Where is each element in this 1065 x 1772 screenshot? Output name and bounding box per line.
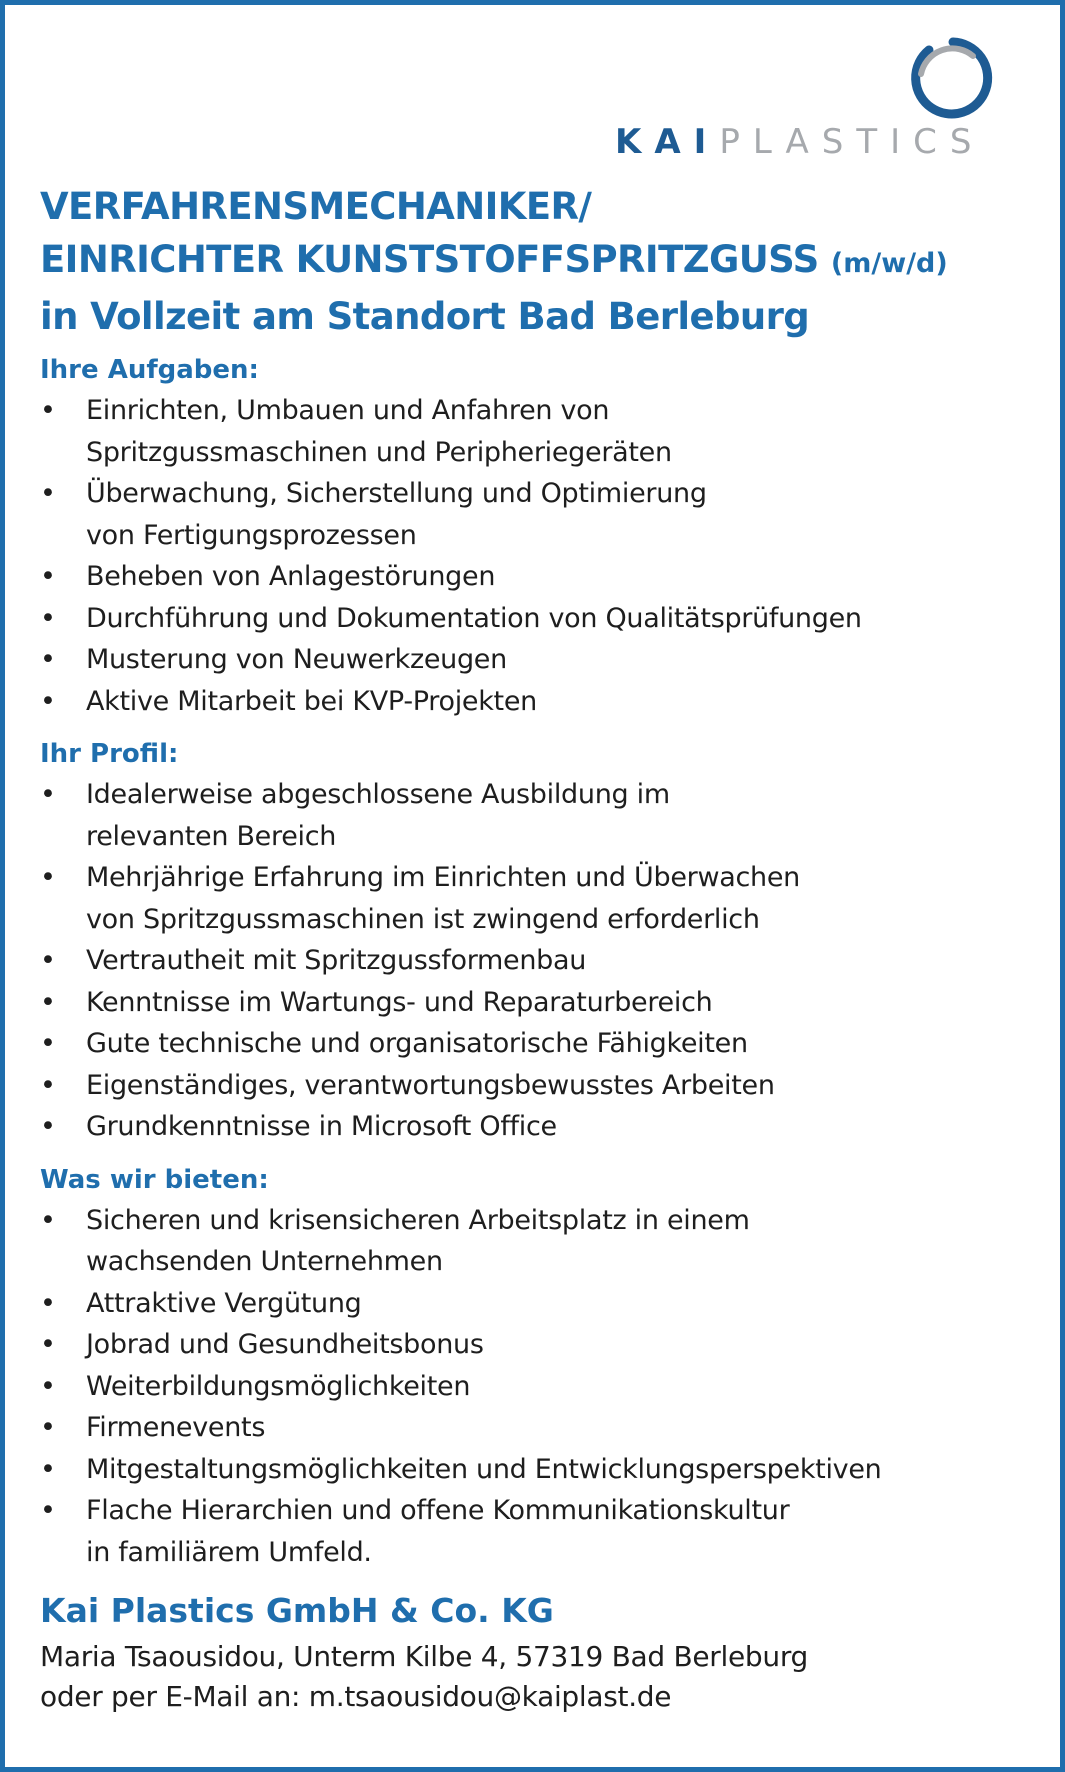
ring-logo-icon xyxy=(615,22,1035,122)
contact-email: oder per E-Mail an: m.tsaousidou@kaiplast.de xyxy=(40,1680,672,1713)
list-item-text: relevanten Bereich xyxy=(86,820,337,852)
list-item-text: Einrichten, Umbauen und Anfahren von xyxy=(86,395,610,426)
job-ad-content xyxy=(40,180,1030,1717)
section-heading: Ihre Aufgaben: xyxy=(40,355,259,385)
bullet-icon: • xyxy=(40,779,56,810)
list-item-text: Spritzgussmaschinen und Peripheriegeräten xyxy=(86,436,672,468)
title-gender-suffix: (m/w/d) xyxy=(830,248,948,279)
list-item-text: Attraktive Vergütung xyxy=(86,1287,362,1319)
list-item xyxy=(40,1324,1030,1366)
bullet-icon: • xyxy=(40,644,56,675)
list-item-text: von Spritzgussmaschinen ist zwingend erforderlich xyxy=(86,903,760,935)
list-item-text: Firmenevents xyxy=(86,1412,266,1443)
bullet-icon: • xyxy=(40,1453,56,1485)
bullet-icon: • xyxy=(40,1329,56,1360)
bullet-list xyxy=(40,1200,1030,1574)
bullet-icon: • xyxy=(40,986,56,1018)
list-item xyxy=(40,982,1030,1024)
list-item xyxy=(40,857,1030,940)
list-item-text: Überwachung, Sicherstellung und Optimierung xyxy=(86,478,707,509)
logo-word-plastics: PLASTICS xyxy=(719,122,985,162)
list-item xyxy=(40,1490,1030,1573)
list-item-text: in familiärem Umfeld. xyxy=(86,1536,372,1568)
list-item xyxy=(40,598,1030,640)
bullet-icon: • xyxy=(40,1412,56,1443)
list-item xyxy=(40,1023,1030,1065)
list-item-text: Flache Hierarchien und offene Kommunikationskultur xyxy=(86,1495,790,1526)
list-item-text: Durchführung und Dokumentation von Qualitätsprüfungen xyxy=(86,602,862,634)
list-item xyxy=(40,681,1030,723)
bullet-icon: • xyxy=(40,561,56,592)
company-name: Kai Plastics GmbH & Co. KG xyxy=(40,1591,554,1630)
list-item xyxy=(40,639,1030,681)
list-item-text: Jobrad und Gesundheitsbonus xyxy=(86,1329,484,1360)
list-item xyxy=(40,556,1030,598)
logo-wordmark xyxy=(615,122,985,162)
list-item xyxy=(40,1065,1030,1107)
list-item-text: Mitgestaltungsmöglichkeiten und Entwicklungsperspektiven xyxy=(86,1453,882,1485)
list-item-text: Beheben von Anlagestörungen xyxy=(86,561,496,592)
contact-address: Maria Tsaousidou, Unterm Kilbe 4, 57319 Bad Berleburg xyxy=(40,1640,809,1673)
job-title xyxy=(40,180,1030,343)
bullet-icon: • xyxy=(40,1495,56,1526)
list-item-text: Vertrautheit mit Spritzgussformenbau xyxy=(86,945,587,976)
bullet-icon: • xyxy=(40,945,56,976)
list-item xyxy=(40,1106,1030,1148)
list-item xyxy=(40,1449,1030,1491)
bullet-icon: • xyxy=(40,1069,56,1101)
list-item-text: Eigenständiges, verantwortungsbewusstes Arbeiten xyxy=(86,1069,775,1101)
sections-container xyxy=(40,350,1030,1573)
bullet-icon: • xyxy=(40,1370,56,1402)
list-item-text: Sicheren und krisensicheren Arbeitsplatz in einem xyxy=(86,1204,750,1236)
list-item-text: Weiterbildungsmöglichkeiten xyxy=(86,1370,471,1402)
bullet-icon: • xyxy=(40,685,56,717)
list-item-text: Kenntnisse im Wartungs- und Reparaturbereich xyxy=(86,986,713,1018)
list-item xyxy=(40,1200,1030,1283)
bullet-icon: • xyxy=(40,478,56,509)
list-item-text: wachsenden Unternehmen xyxy=(86,1246,443,1277)
list-item-text: Idealerweise abgeschlossene Ausbildung im xyxy=(86,779,670,810)
list-item-text: Aktive Mitarbeit bei KVP-Projekten xyxy=(86,685,537,717)
bullet-icon: • xyxy=(40,602,56,634)
list-item xyxy=(40,1283,1030,1325)
logo-word-kai: KAI xyxy=(615,122,720,162)
list-item-text: Gute technische und organisatorische Fähigkeiten xyxy=(86,1028,748,1059)
bullet-icon: • xyxy=(40,1111,56,1142)
title-line-2: EINRICHTER KUNSTSTOFFSPRITZGUSS xyxy=(40,238,819,281)
bullet-list xyxy=(40,774,1030,1148)
bullet-icon: • xyxy=(40,862,56,893)
list-item-text: von Fertigungsprozessen xyxy=(86,519,417,551)
section-heading: Ihr Profil: xyxy=(40,739,179,769)
list-item-text: Mehrjährige Erfahrung im Einrichten und Überwachen xyxy=(86,862,800,893)
bullet-list xyxy=(40,390,1030,722)
kai-plastics-logo xyxy=(615,22,1035,162)
bullet-icon: • xyxy=(40,1204,56,1236)
list-item xyxy=(40,1366,1030,1408)
list-item-text: Musterung von Neuwerkzeugen xyxy=(86,644,507,675)
list-item xyxy=(40,774,1030,857)
title-line-1: VERFAHRENSMECHANIKER/ xyxy=(40,185,592,228)
bullet-icon: • xyxy=(40,1028,56,1059)
bullet-icon: • xyxy=(40,395,56,426)
list-item xyxy=(40,473,1030,556)
list-item-text: Grundkenntnisse in Microsoft Office xyxy=(86,1111,557,1142)
list-item xyxy=(40,940,1030,982)
bullet-icon: • xyxy=(40,1287,56,1319)
title-line-3: in Vollzeit am Standort Bad Berleburg xyxy=(40,295,810,338)
list-item xyxy=(40,390,1030,473)
list-item xyxy=(40,1407,1030,1449)
section-heading: Was wir bieten: xyxy=(40,1164,269,1195)
